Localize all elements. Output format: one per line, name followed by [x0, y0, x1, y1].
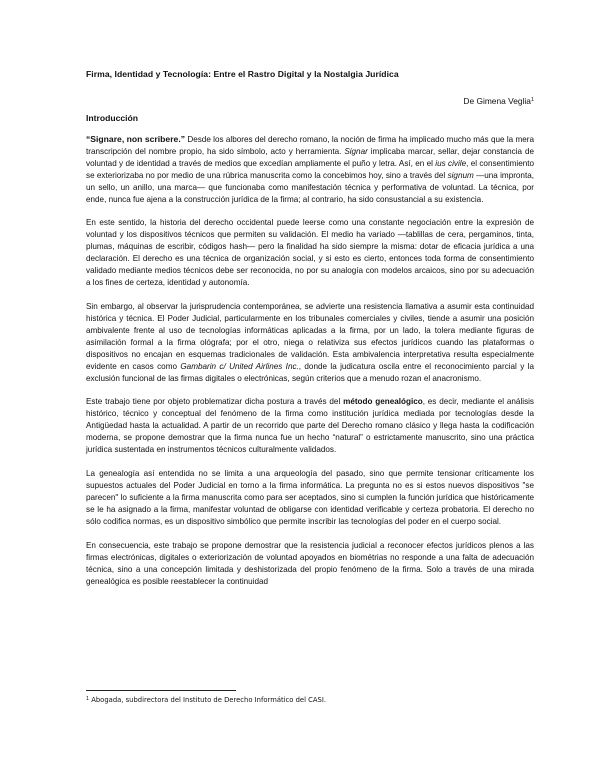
author-line [463, 96, 534, 106]
text-run: implicaba marcar, sellar, dejar constancia de voluntad y de identidad a través de medios que excedían ampliamente el puño y letra. Así, en el [86, 147, 534, 169]
section-heading: Introducción [86, 113, 139, 123]
bold-term: método genealógico [343, 397, 423, 407]
case-citation: Gambarin c/ United Airlines Inc. [180, 361, 299, 371]
paragraph [86, 396, 534, 456]
text-run: Este trabajo tiene por objeto problematizar dicha postura a través del [86, 397, 344, 407]
italic-term: signum [447, 171, 474, 181]
paragraph: En este sentido, la historia del derecho occidental puede leerse como una constante negociación entre la expresión de voluntad y los dispositivos técnicos que permiten su validación. El medio ha variado —tablillas de cera, pergaminos, tinta, plumas, máquinas de escribir, códigos hash— pero la finalidad ha sido siempre la misma: dotar de eficacia jurídica a una declaración. El derecho es una técnica de organización social, y si esto es cierto, entonces toda forma de consentimiento validado mediante medios técnicos debe ser reconocida, no por su analogía con modelos arcaicos, sino por su adecuación a los fines de certeza, identidad y autonomía. [86, 217, 534, 288]
document-title: Firma, Identidad y Tecnología: Entre el Rastro Digital y la Nostalgia Jurídica [86, 69, 399, 79]
text-run: , donde la judicatura oscila entre el reconocimiento parcial y la exclusión funcional de las firmas digitales o electrónicas, según criterios que a menudo rozan el anacronismo. [86, 361, 534, 383]
text-run: , es decir, mediante el análisis histórico, técnico y conceptual del fenómeno de la firma como institución jurídica mediada por tecnologías desde la Antigüedad hasta la actualidad. A partir de un recorrido que parte del Derecho romano clásico y llega hasta la codificación moderna, se propone demostrar que la firma nunca fue un hecho “natural” o estrictamente manuscrito, sino una práctica jurídica sustentada en instrumentos técnicos culturalmente validados. [86, 397, 534, 455]
author-footnote-mark[interactable]: 1 [530, 97, 534, 103]
text-run: Sin embargo, al observar la jurisprudencia contemporánea, se advierte una resistencia llamativa a asumir esta continuidad histórica y técnica. El Poder Judicial, particularmente en los tribunales comerciales y civiles, tiende a asumir una posición ambivalente frente al uso de tecnologías informáticas aplicadas a la firma, por un lado, la tolera mediante figuras de asimilación formal a la firma ológrafa; por el otro, niega o relativiza sus efectos jurídicos cuando las plataformas o dispositivos no encajan en esquemas tradicionales de validación. Esta ambivalencia interpretativa resulta especialmente evidente en casos como [86, 301, 534, 371]
footnote [86, 696, 326, 704]
body-text [86, 133, 534, 599]
paragraph: La genealogía así entendida no se limita a una arqueología del pasado, sino que permite tensionar críticamente los supuestos actuales del Poder Judicial en torno a la firma informática. La pregunta no es si estos nuevos dispositivos "se parecen" lo suficiente a la firma manuscrita como para ser aceptados, sino si cumplen la función jurídica que históricamente se le ha asignado a la firma, manifestar voluntad de obligarse con identidad verificable y certeza probatoria. El derecho no sólo codifica normas, es un dispositivo simbólico que permite inscribir las tecnologías del poder en el cuerpo social. [86, 468, 534, 527]
footnote-text: Abogada, subdirectora del Instituto de Derecho Informático del CASI. [89, 696, 327, 704]
text-run: —una impronta, un sello, un anillo, una marca— que funcionaba como manifestación técnica y performativa de voluntad. La técnica, por ende, nunca fue ajena a la construcción jurídica de la firma; al contrario, ha sido consustancial a su existencia. [86, 171, 534, 205]
paragraph [86, 133, 534, 206]
footnote-mark: 1 [86, 697, 90, 702]
opening-quote: “Signare, non scribere.” [86, 134, 186, 144]
paragraph [86, 301, 534, 385]
italic-term: Signar [344, 147, 368, 157]
text-run: Desde los albores del derecho romano, la noción de firma ha implicado mucho más que la mera transcripción del nombre propio, ha sido símbolo, acto y herramienta. [86, 135, 534, 157]
author-name: De Gimena Veglia [463, 96, 531, 106]
text-run: , el consentimiento se exteriorizaba no por medio de una rúbrica manuscrita como la concebimos hoy, sino a través del [86, 159, 535, 181]
italic-term: ius civile [435, 159, 467, 169]
footnote-divider [86, 690, 236, 691]
paragraph: En consecuencia, este trabajo se propone demostrar que la resistencia judicial a reconocer efectos jurídicos plenos a las firmas electrónicas, digitales o exteriorización de voluntad apoyados en biométrias no responde a una falta de adecuación técnica, sino a una concepción limitada y deshistorizada del propio fenómeno de la firma. Solo a través de una mirada genealógica es posible reestablecer la continuidad [86, 540, 534, 586]
